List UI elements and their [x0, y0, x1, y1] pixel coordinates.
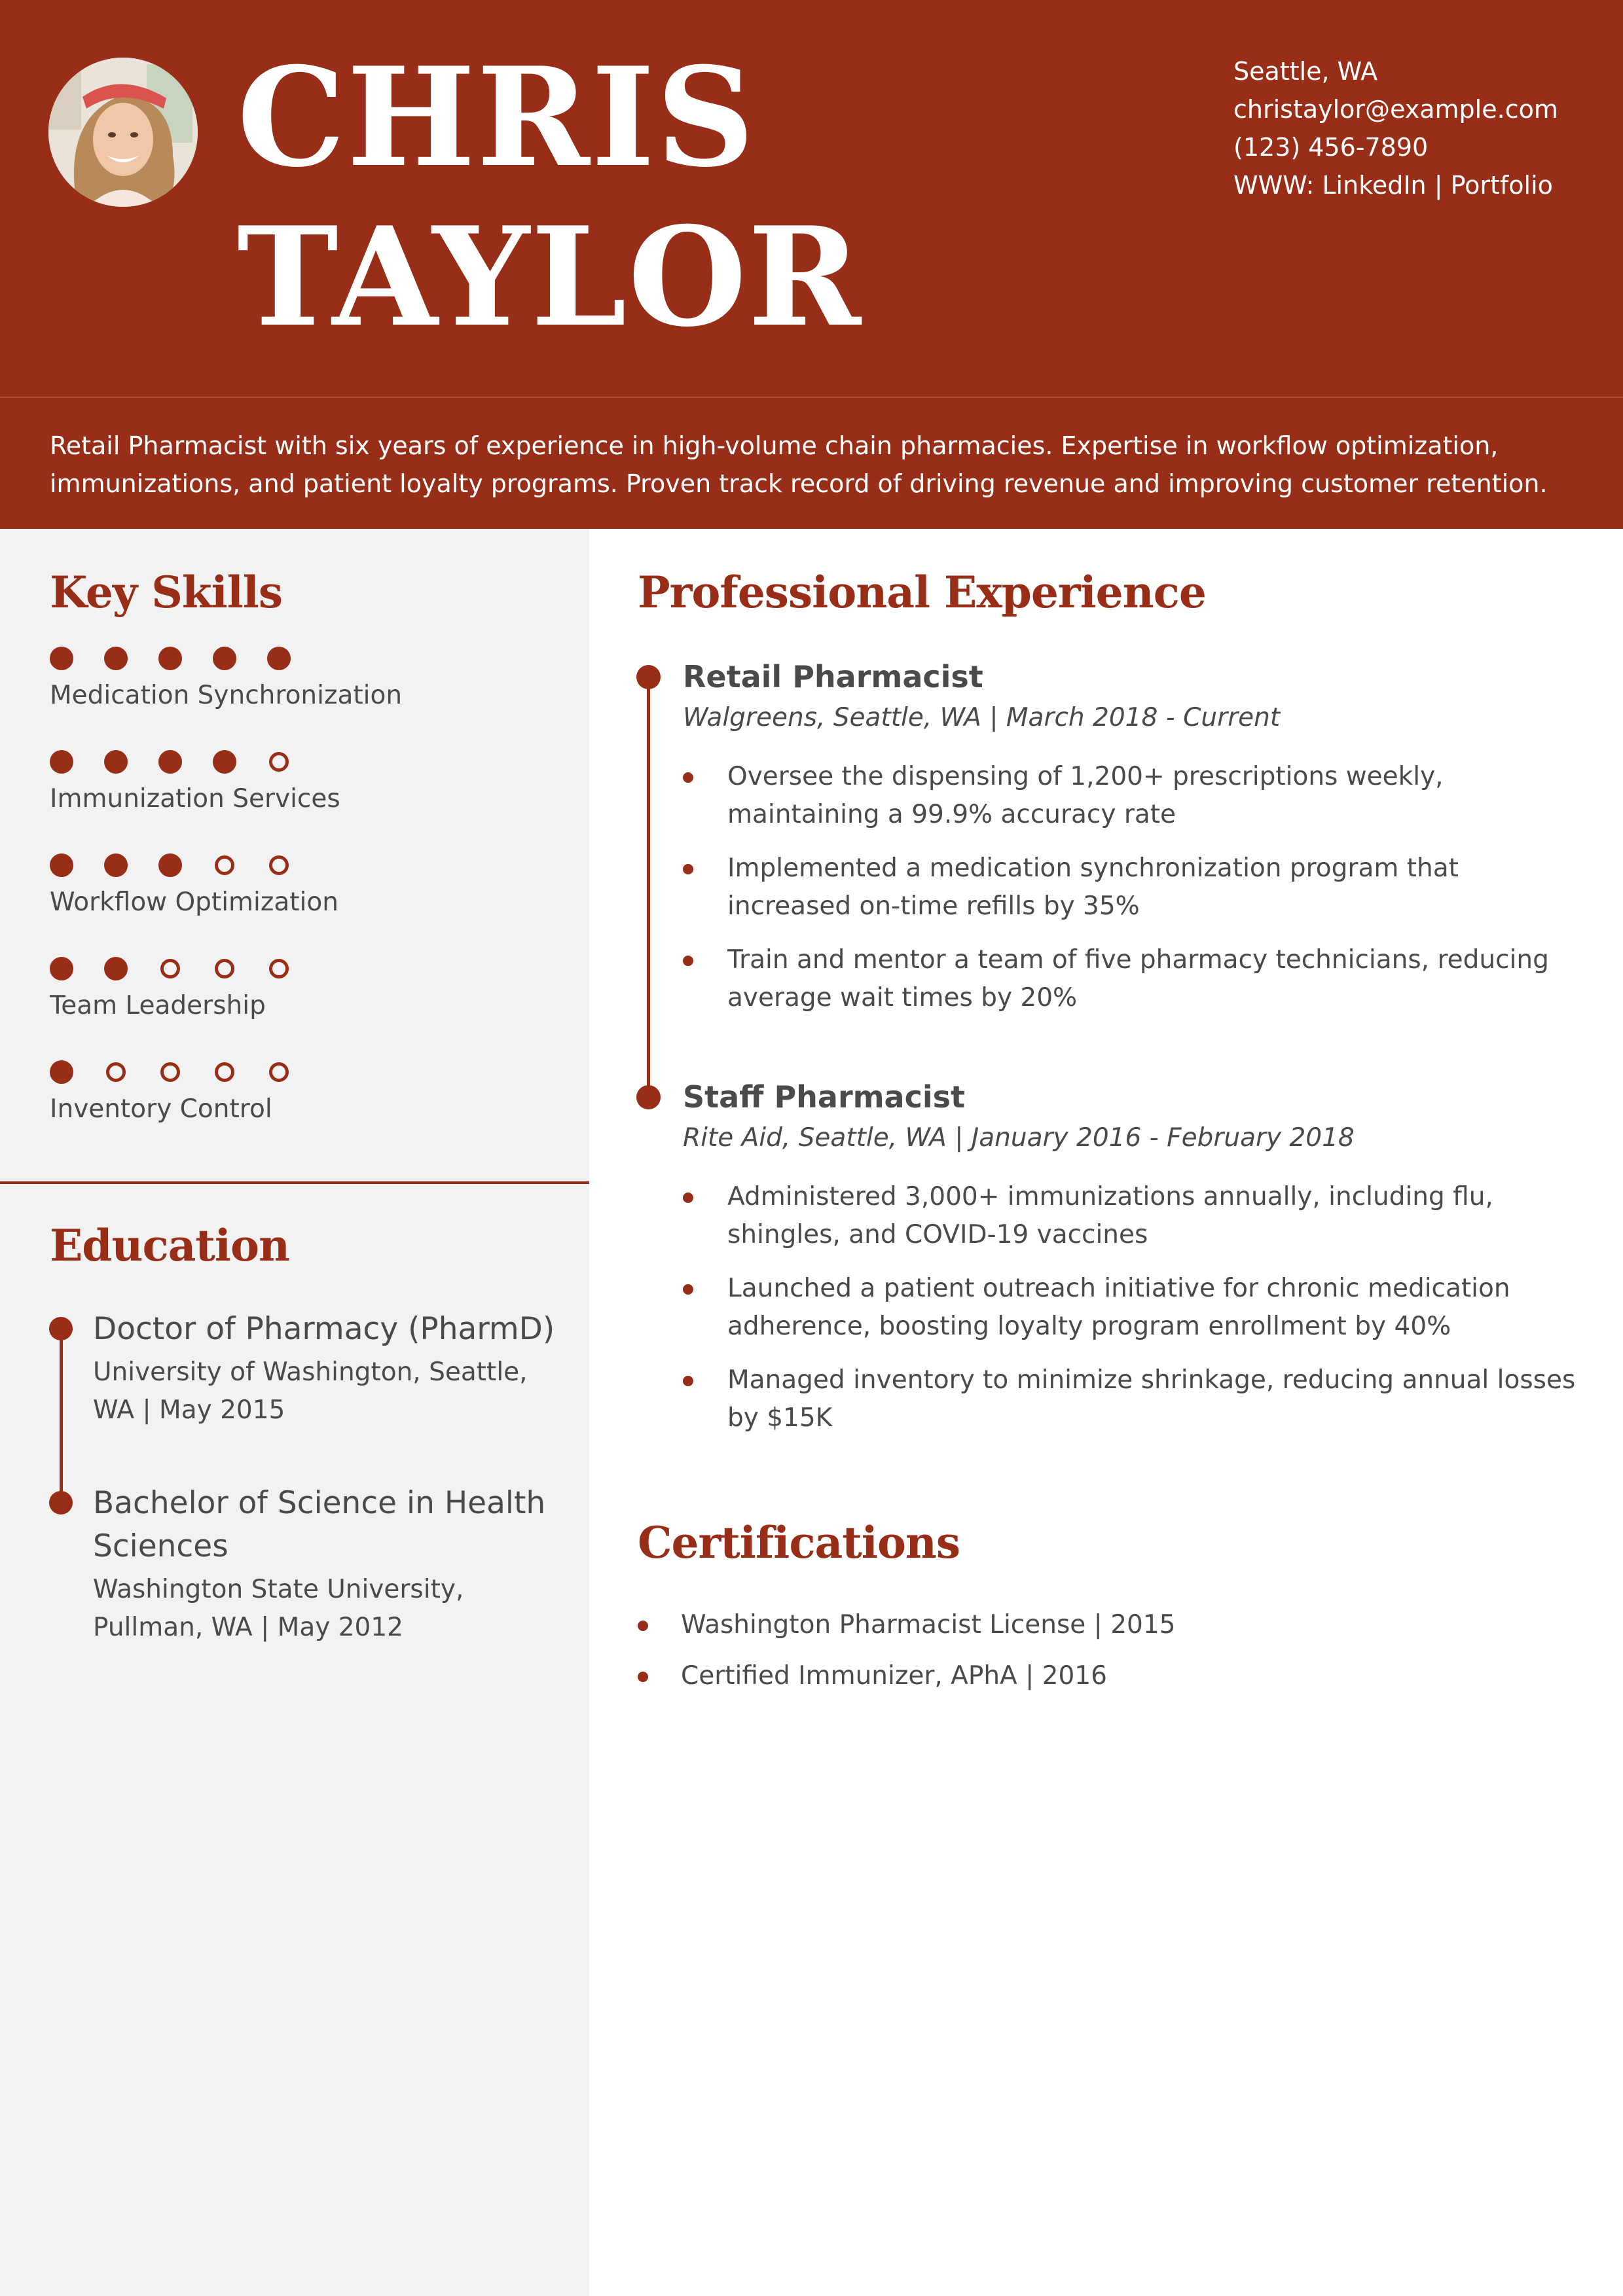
contact-email[interactable]: christaylor@example.com	[1233, 95, 1558, 124]
rating-dot-empty	[269, 752, 289, 772]
rating-dot-filled	[50, 957, 73, 980]
education-heading: Education	[50, 1220, 289, 1271]
skill-item	[50, 647, 547, 710]
certifications-heading: Certifications	[638, 1517, 960, 1568]
bullet-icon	[683, 1284, 693, 1295]
job-bullet-text: Managed inventory to minimize shrinkage, reducing annual losses by $15K	[727, 1365, 1576, 1433]
education-item	[93, 1308, 564, 1429]
rating-dot-filled	[50, 1060, 73, 1084]
rating-dot-empty	[215, 959, 234, 978]
rating-dot-empty	[269, 959, 289, 978]
certification-text: Washington Pharmacist License | 2015	[681, 1610, 1176, 1640]
professional-summary: Retail Pharmacist with six years of experience in high-volume chain pharmacies. Expertise in workflow optimization, immunizations, and patient loyalty programs. Proven track record of driving revenue and improving customer retention.	[50, 431, 1548, 498]
portrait-image	[48, 58, 198, 207]
sidebar-divider	[0, 1181, 589, 1184]
job-bullet	[683, 758, 1586, 834]
skills-heading: Key Skills	[50, 567, 282, 618]
rating-dot-empty	[160, 1062, 180, 1082]
skill-item	[50, 1060, 547, 1124]
rating-dot-filled	[158, 853, 182, 877]
bullet-icon	[683, 1376, 693, 1386]
rating-dot-filled	[50, 647, 73, 670]
skill-item	[50, 853, 547, 917]
bullet-icon	[683, 956, 693, 966]
bullet-icon	[638, 1672, 648, 1682]
skill-item	[50, 750, 547, 814]
candidate-name	[237, 38, 862, 357]
rating-dot-filled	[50, 853, 73, 877]
skill-rating	[50, 957, 547, 983]
job-title: Retail Pharmacist	[683, 659, 983, 694]
rating-dot-filled	[267, 647, 291, 670]
rating-dot-filled	[104, 750, 128, 774]
skill-label: Inventory Control	[50, 1094, 272, 1124]
job-bullets	[683, 758, 1586, 1017]
experience-timeline-line	[647, 677, 650, 1096]
rating-dot-filled	[104, 853, 128, 877]
skill-item	[50, 957, 547, 1020]
job-entry	[683, 657, 1586, 1033]
education-item	[93, 1482, 564, 1647]
education-timeline-line	[60, 1329, 63, 1504]
timeline-dot	[49, 1491, 73, 1515]
job-entry	[683, 1077, 1586, 1453]
rating-dot-filled	[104, 647, 128, 670]
bullet-icon	[683, 864, 693, 874]
rating-dot-filled	[104, 957, 128, 980]
rating-dot-filled	[213, 647, 236, 670]
job-bullet	[683, 1270, 1586, 1346]
rating-dot-filled	[158, 647, 182, 670]
job-bullet-text: Launched a patient outreach initiative for chronic medication adherence, boosting loyalty program enrollment by 40%	[727, 1274, 1510, 1341]
education-degree: Bachelor of Science in Health Sciences	[93, 1485, 546, 1564]
job-bullet-text: Implemented a medication synchronization program that increased on-time refills by 35%	[727, 853, 1459, 921]
contact-info	[1233, 52, 1558, 204]
job-meta: Walgreens, Seattle, WA | March 2018 - Current	[683, 703, 1281, 732]
job-bullet	[683, 850, 1586, 925]
contact-links[interactable]: WWW: LinkedIn | Portfolio	[1233, 171, 1553, 200]
job-bullets	[683, 1178, 1586, 1437]
certification-item	[638, 1657, 1175, 1695]
job-meta: Rite Aid, Seattle, WA | January 2016 - February 2018	[683, 1123, 1355, 1153]
resume-header	[0, 0, 1623, 397]
first-name: CHRIS	[237, 38, 756, 198]
bullet-icon	[683, 772, 693, 783]
timeline-dot	[49, 1317, 73, 1340]
education-school: University of Washington, Seattle, WA | May 2015	[93, 1357, 528, 1425]
skill-label: Team Leadership	[50, 991, 266, 1020]
bullet-icon	[638, 1621, 648, 1631]
skill-label: Workflow Optimization	[50, 888, 338, 917]
skill-rating	[50, 853, 547, 880]
skill-label: Immunization Services	[50, 784, 340, 814]
skill-rating	[50, 750, 547, 776]
job-bullet	[683, 1361, 1586, 1437]
rating-dot-filled	[50, 750, 73, 774]
job-title: Staff Pharmacist	[683, 1079, 966, 1115]
rating-dot-empty	[269, 855, 289, 875]
experience-heading: Professional Experience	[638, 567, 1206, 618]
education-degree: Doctor of Pharmacy (PharmD)	[93, 1311, 555, 1347]
timeline-dot	[636, 665, 661, 689]
certifications-list	[638, 1606, 1175, 1708]
rating-dot-empty	[269, 1062, 289, 1082]
skill-rating	[50, 1060, 547, 1086]
profile-photo	[48, 58, 198, 207]
job-bullet	[683, 941, 1586, 1017]
education-school: Washington State University, Pullman, WA | May 2012	[93, 1575, 464, 1642]
bullet-icon	[683, 1193, 693, 1203]
rating-dot-filled	[213, 750, 236, 774]
contact-phone: (123) 456-7890	[1233, 133, 1429, 162]
job-bullet-text: Administered 3,000+ immunizations annually, including flu, shingles, and COVID-19 vaccines	[727, 1182, 1493, 1249]
last-name: TAYLOR	[237, 198, 863, 357]
job-bullet	[683, 1178, 1586, 1254]
rating-dot-empty	[160, 959, 180, 978]
job-bullet-text: Oversee the dispensing of 1,200+ prescriptions weekly, maintaining a 99.9% accuracy rate	[727, 762, 1444, 829]
skill-rating	[50, 647, 547, 673]
rating-dot-empty	[106, 1062, 126, 1082]
rating-dot-empty	[215, 1062, 234, 1082]
certification-item	[638, 1606, 1175, 1644]
job-bullet-text: Train and mentor a team of five pharmacy technicians, reducing average wait times by 20%	[727, 945, 1549, 1013]
rating-dot-empty	[215, 855, 234, 875]
certification-text: Certified Immunizer, APhA | 2016	[681, 1661, 1107, 1691]
contact-location: Seattle, WA	[1233, 57, 1378, 86]
timeline-dot	[636, 1085, 661, 1109]
skill-label: Medication Synchronization	[50, 681, 403, 710]
rating-dot-filled	[158, 750, 182, 774]
